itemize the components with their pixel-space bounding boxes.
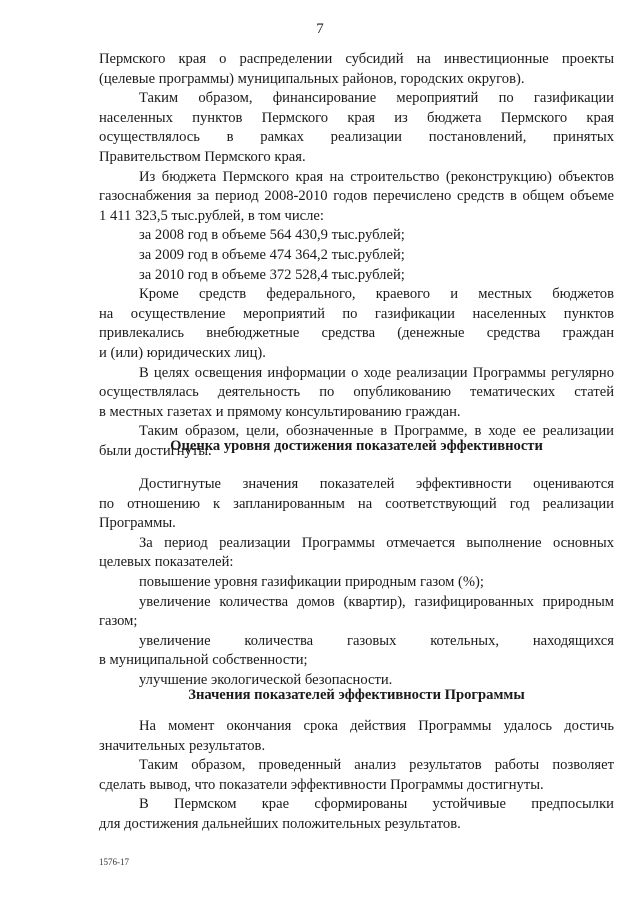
list-item: в муниципальной собственности; <box>99 652 308 669</box>
paragraph-line: Таким образом, проведенный анализ результатов работы позволяет <box>139 757 614 774</box>
page-number: 7 <box>316 21 324 37</box>
list-item: за 2009 год в объеме 474 364,2 тыс.рублей; <box>139 246 405 263</box>
paragraph-line: В целях освещения информации о ходе реализации Программы регулярно <box>139 364 614 381</box>
paragraph-line: (целевые программы) муниципальных районов, городских округов). <box>99 70 525 87</box>
paragraph-line: За период реализации Программы отмечается выполнение основных <box>139 534 614 551</box>
paragraph-line: населенных пунктов Пермского края из бюджета Пермского края <box>99 109 614 126</box>
text-section-intro <box>99 50 614 461</box>
paragraph-line: осуществлялось в рамках реализации постановлений, принятых <box>99 129 614 146</box>
list-item: улучшение экологической безопасности. <box>139 671 393 688</box>
paragraph-line: Таким образом, цели, обозначенные в Программе, в ходе ее реализации <box>139 423 614 440</box>
paragraph-line: Достигнутые значения показателей эффективности оцениваются <box>139 476 614 492</box>
document-code: 1576-17 <box>99 857 129 867</box>
list-item: газом; <box>99 613 138 630</box>
paragraph-line: на осуществление мероприятий по газификации населенных пунктов <box>99 305 614 322</box>
paragraph-line: Программы. <box>99 515 176 532</box>
section-heading: Оценка уровня достижения показателей эффективности <box>170 438 543 454</box>
paragraph-line: Из бюджета Пермского края на строительство (реконструкцию) объектов <box>139 168 614 185</box>
list-item: увеличение количества домов (квартир), газифицированных природным <box>139 593 614 610</box>
text-section-evaluation <box>99 475 614 691</box>
list-item: за 2010 год в объеме 372 528,4 тыс.рублей; <box>139 266 405 283</box>
paragraph-line: Кроме средств федерального, краевого и местных бюджетов <box>139 286 614 303</box>
text-section-results <box>99 717 614 835</box>
paragraph-line: Правительством Пермского края. <box>99 148 306 165</box>
paragraph-line: 1 411 323,5 тыс.рублей, в том числе: <box>99 207 324 224</box>
paragraph-line: по отношению к запланированным на соответствующий год реализации <box>99 495 614 512</box>
paragraph-line: в местных газетах и прямому консультированию граждан. <box>99 403 461 420</box>
list-item: за 2008 год в объеме 564 430,9 тыс.рублей; <box>139 227 405 244</box>
paragraph-line: и (или) юридических лиц). <box>99 344 266 361</box>
list-item: увеличение количества газовых котельных, находящихся <box>139 632 614 649</box>
paragraph-line: для достижения дальнейших положительных результатов. <box>99 815 461 832</box>
paragraph-line: Пермского края о распределении субсидий на инвестиционные проекты <box>99 51 614 67</box>
paragraph-line: осуществлялась деятельность по опубликованию тематических статей <box>99 384 614 401</box>
paragraph-line: были достигнуты. <box>99 442 212 459</box>
paragraph-line: привлекались внебюджетные средства (денежные средства граждан <box>99 325 614 342</box>
paragraph-line: газоснабжения за период 2008-2010 годов перечислено средств в общем объеме <box>99 188 614 205</box>
paragraph-line: сделать вывод, что показатели эффективности Программы достигнуты. <box>99 776 544 793</box>
list-item: повышение уровня газификации природным газом (%); <box>139 573 484 590</box>
paragraph-line: значительных результатов. <box>99 737 266 754</box>
paragraph-line: На момент окончания срока действия Программы удалось достичь <box>139 718 614 734</box>
paragraph-line: В Пермском крае сформированы устойчивые предпосылки <box>139 796 614 813</box>
paragraph-line: Таким образом, финансирование мероприятий по газификации <box>139 90 614 107</box>
paragraph-line: целевых показателей: <box>99 554 234 571</box>
section-heading: Значения показателей эффективности Программы <box>188 687 525 703</box>
